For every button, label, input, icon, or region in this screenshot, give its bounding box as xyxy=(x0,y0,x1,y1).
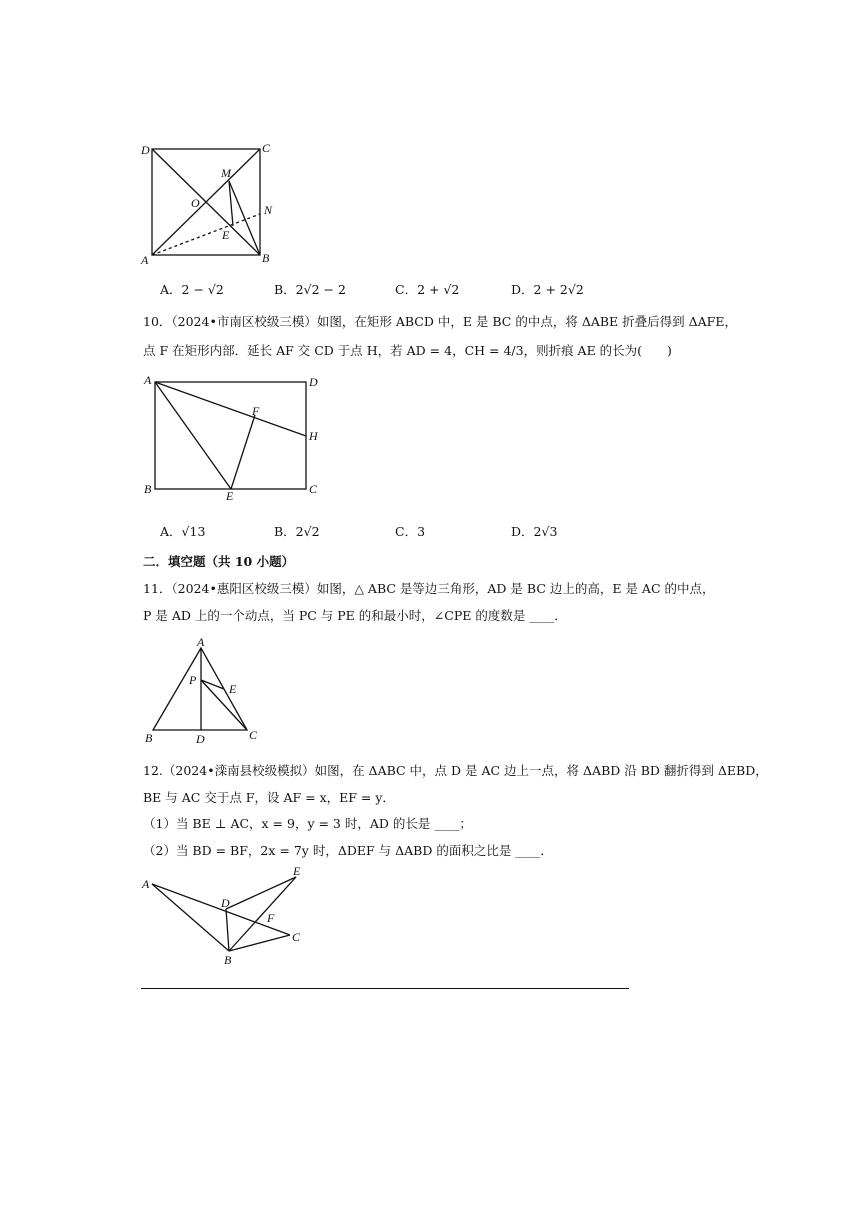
q9-label-b: B xyxy=(262,251,270,265)
q10-label-c: C xyxy=(309,482,318,496)
q12-label-d: D xyxy=(221,896,230,910)
q10-option-d: D．2√3 xyxy=(511,524,558,539)
q9-label-c: C xyxy=(262,141,271,155)
q12-subquestion-1: （1）当 BE ⊥ AC，x = 9，y = 3 时，AD 的长是 ____； xyxy=(143,816,472,831)
q9-label-e: E xyxy=(222,228,230,242)
q10-options xyxy=(160,522,760,542)
q11-label-d: D xyxy=(196,732,205,746)
q9-label-d: D xyxy=(141,143,150,157)
q12-label-e: E xyxy=(293,864,301,878)
q11-label-p: P xyxy=(189,673,197,687)
q9-options xyxy=(160,280,760,300)
q11-figure xyxy=(140,632,270,747)
q11-text-line2: P 是 AD 上的一个动点，当 PC 与 PE 的和最小时，∠CPE 的度数是 ____． xyxy=(143,608,567,623)
q12-text-line2: BE 与 AC 交于点 F，设 AF = x，EF = y． xyxy=(143,790,395,805)
q10-label-e: E xyxy=(226,489,234,503)
q10-label-a: A xyxy=(144,373,152,387)
q12-segment-bc xyxy=(229,935,290,951)
q10-option-a: A．√13 xyxy=(160,524,206,539)
q12-label-c: C xyxy=(292,930,301,944)
q11-text-line1: 11．（2024•惠阳区校级三模）如图，△ ABC 是等边三角形，AD 是 BC 边上的高，E 是 AC 的中点， xyxy=(143,581,715,596)
q11-label-b: B xyxy=(145,731,153,745)
q9-segment-mb xyxy=(229,181,260,255)
q12-label-b: B xyxy=(224,953,232,967)
q12-label-a: A xyxy=(142,877,150,891)
q12-segment-de xyxy=(226,877,296,909)
section-title-fill-in: 二．填空题（共 10 小题） xyxy=(143,554,295,569)
q10-segment-ef xyxy=(231,415,255,489)
q9-label-n: N xyxy=(264,203,273,217)
q12-figure xyxy=(138,862,308,970)
q10-segment-ae xyxy=(155,382,231,489)
q9-option-d: D．2 + 2√2 xyxy=(511,282,584,297)
q11-segment-pc xyxy=(201,680,247,730)
q9-dashed-an xyxy=(152,214,260,255)
q10-text-line1: 10．（2024•市南区校级三模）如图，在矩形 ABCD 中，E 是 BC 的中点，将 ΔABE 折叠后得到 ΔAFE， xyxy=(143,314,737,329)
q10-label-b: B xyxy=(144,482,152,496)
q9-option-c: C．2 + √2 xyxy=(395,282,460,297)
q10-segment-ah xyxy=(155,382,306,436)
q11-label-c: C xyxy=(249,728,258,742)
q9-figure xyxy=(138,140,288,268)
q12-subquestion-2: （2）当 BD = BF，2x = 7y 时，ΔDEF 与 ΔABD 的面积之比是 ____． xyxy=(143,843,553,858)
q10-label-d: D xyxy=(309,375,318,389)
q12-text-line1: 12.（2024•滦南县校级模拟）如图，在 ΔABC 中，点 D 是 AC 边上一点，将 ΔABD 沿 BD 翻折得到 ΔEBD， xyxy=(143,763,768,778)
q12-segment-db xyxy=(226,909,229,951)
q10-label-h: H xyxy=(309,429,318,443)
q9-option-a: A．2 − √2 xyxy=(160,282,224,297)
q10-figure xyxy=(140,370,330,505)
q9-option-b: B．2√2 − 2 xyxy=(274,282,346,297)
q10-option-b: B．2√2 xyxy=(274,524,320,539)
q12-segment-ab xyxy=(152,884,229,951)
q9-label-o: O xyxy=(191,196,200,210)
page-bottom-rule xyxy=(141,988,629,989)
q9-label-m: M xyxy=(221,166,231,180)
q10-rectangle xyxy=(155,382,306,489)
q10-label-f: F xyxy=(252,404,260,418)
q12-label-f: F xyxy=(267,911,275,925)
q10-text-line2: 点 F 在矩形内部．延长 AF 交 CD 于点 H，若 AD = 4，CH = 4/3，则折痕 AE 的长为( ) xyxy=(143,343,672,358)
q11-label-a: A xyxy=(197,635,205,649)
q10-option-c: C．3 xyxy=(395,524,426,539)
q12-segment-be xyxy=(229,877,296,951)
q9-label-a: A xyxy=(141,253,149,267)
q11-label-e: E xyxy=(229,682,237,696)
